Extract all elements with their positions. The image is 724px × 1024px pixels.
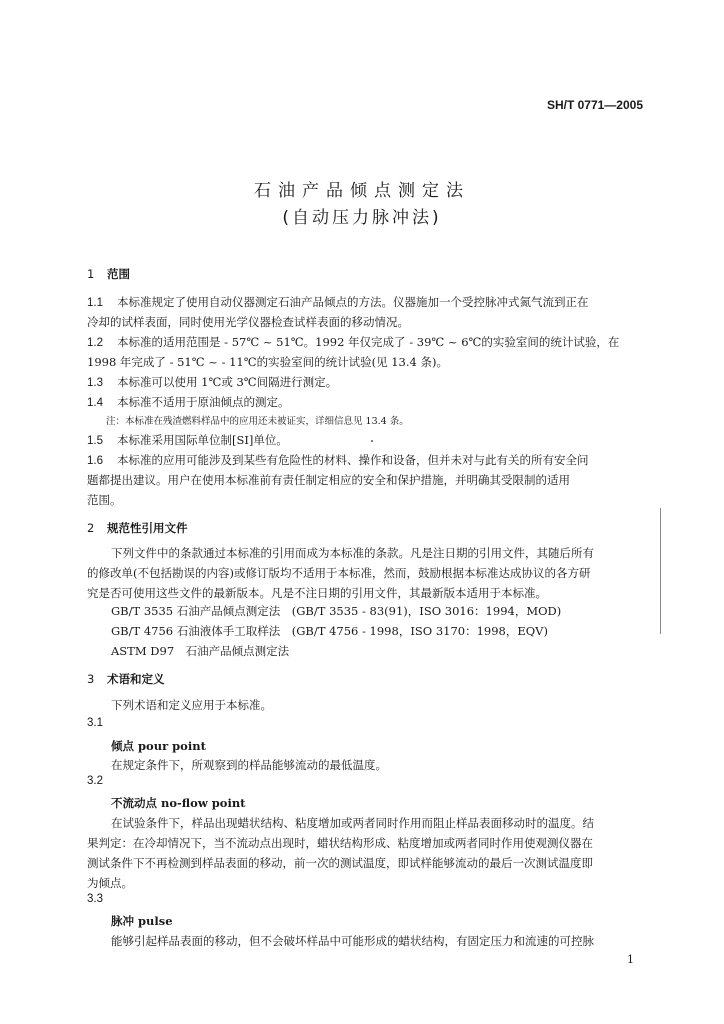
definition-3-2-cont: 为倾点。: [87, 876, 133, 890]
reference-item: ASTM D97 石油产品倾点测定法: [111, 644, 290, 658]
clause-1-1-cont: 冷却的试样表面，同时使用光学仪器检查试样表面的移动情况。: [87, 315, 409, 329]
paragraph: 下列文件中的条款通过本标准的引用而成为本标准的条款。凡是注日期的引用文件，其随后所有: [111, 546, 594, 560]
clause-1-5: [87, 430, 650, 451]
standard-code: SH/T 0771—2005: [546, 98, 643, 112]
clause-1-6: [87, 450, 650, 471]
doc-subtitle: (自动压力脉冲法): [282, 208, 442, 228]
section-heading-3: [87, 671, 165, 687]
section-heading-2: [87, 520, 188, 536]
reference-item: GB/T 4756 石油液体手工取样法 (GB/T 4756 - 1998，ISO 3170：1998，EQV): [111, 624, 548, 638]
section-number: 3: [87, 672, 95, 686]
clause-text: 本标准规定了使用自动仪器测定石油产品倾点的方法。仪器施加一个受控脉冲式氮气流到正在: [117, 295, 589, 309]
clause-number: 1.3: [87, 377, 103, 389]
clause-number-3-1: 3.1: [87, 717, 103, 729]
stray-mark: [371, 440, 373, 442]
clause-1-6-cont: 题都提出建议。用户在使用本标准前有责任制定相应的安全和保护措施，并明确其受限制的适用: [87, 473, 570, 487]
clause-1-2: [87, 332, 650, 353]
clause-text: 本标准采用国际单位制[SI]单位。: [117, 433, 288, 447]
clause-1-6-cont: 范围。: [87, 493, 122, 507]
section-number: 2: [87, 521, 95, 535]
term-3-3: 脉冲 pulse: [111, 914, 173, 928]
clause-number: 1.4: [87, 397, 103, 409]
definition-3-2: 在试验条件下，样品出现蜡状结构、粘度增加或两者同时作用而阻止样品表面移动时的温度。结: [111, 816, 594, 830]
reference-item: GB/T 3535 石油产品倾点测定法 (GB/T 3535 - 83(91)，ISO 3016：1994，MOD): [111, 604, 562, 618]
definition-3-3: 能够引起样品表面的移动，但不会破坏样品中可能形成的蜡状结构，有固定压力和流速的可控脉: [111, 934, 594, 948]
paragraph: 下列术语和定义应用于本标准。: [111, 698, 272, 712]
clause-1-2-cont: 1998 年完成了 - 51℃ ~ - 11℃的实验室间的统计试验(见 13.4 条)。: [87, 355, 448, 369]
clause-text: 本标准不适用于原油倾点的测定。: [117, 395, 290, 409]
clause-number: 1.5: [87, 435, 103, 447]
clause-number: 1.1: [87, 297, 103, 309]
clause-text: 本标准可以使用 1℃或 3℃间隔进行测定。: [117, 375, 338, 389]
section-heading-1: [87, 266, 130, 282]
page-number: 1: [627, 953, 634, 966]
margin-bar: [660, 508, 661, 634]
clause-1-4: [87, 392, 650, 413]
paragraph: 的修改单(不包括勘误的内容)或修订版均不适用于本标准，然而，鼓励根据本标准达成协议的各方研: [87, 566, 591, 580]
section-title: 规范性引用文件: [107, 521, 188, 535]
note-text: 注：本标准在残渣燃料样品中的应用还未被证实，详细信息见 13.4 条。: [106, 416, 409, 427]
paragraph: 究是否可使用这些文件的最新版本。凡是不注日期的引用文件，其最新版本适用于本标准。: [87, 586, 547, 600]
clause-1-1: [87, 292, 650, 313]
clause-1-3: [87, 372, 650, 393]
doc-title: 石油产品倾点测定法: [254, 181, 470, 201]
definition-3-1: 在规定条件下，所观察到的样品能够流动的最低温度。: [111, 758, 387, 772]
term-3-2: 不流动点 no-flow point: [111, 796, 246, 810]
clause-text: 本标准的适用范围是 - 57℃ ~ 51℃。1992 年仅完成了 - 39℃ ~ 6℃的实验室间的统计试验，在: [117, 335, 620, 349]
clause-number-3-2: 3.2: [87, 775, 103, 787]
definition-3-2-cont: 果判定：在冷却情况下，当不流动点出现时，蜡状结构形成、粘度增加或两者同时作用使观测仪器在: [87, 836, 593, 850]
definition-3-2-cont: 测试条件下不再检测到样品表面的移动，前一次的测试温度，即试样能够流动的最后一次测试温度即: [87, 856, 593, 870]
term-3-1: 倾点 pour point: [111, 739, 206, 753]
section-title: 术语和定义: [107, 672, 165, 686]
section-title: 范围: [107, 267, 130, 281]
clause-text: 本标准的应用可能涉及到某些有危险性的材料、操作和设备，但并未对与此有关的所有安全问: [117, 453, 589, 467]
section-number: 1: [87, 267, 95, 281]
clause-number: 1.6: [87, 455, 103, 467]
clause-number: 1.2: [87, 337, 103, 349]
clause-number-3-3: 3.3: [87, 893, 103, 905]
